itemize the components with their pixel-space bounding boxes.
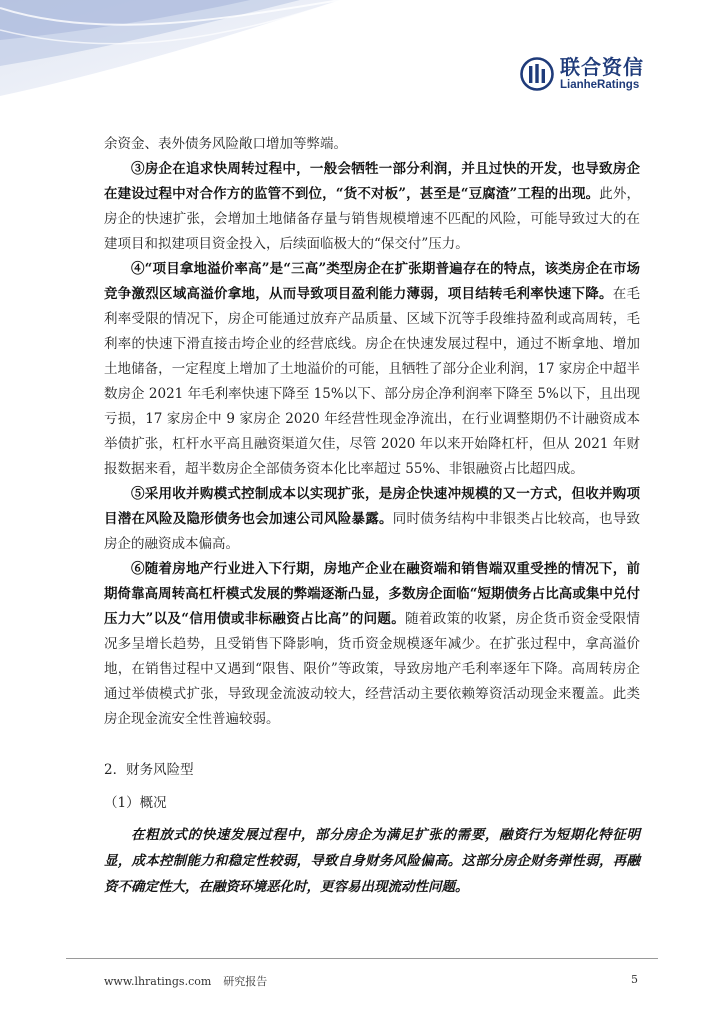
paragraph-lead: ⑤采用收并购模式控制成本以实现扩张，是房企快速冲规模的又一方式，但收并购项目潜在风险及隐形债务也会加速公司风险暴露。 xyxy=(104,486,640,527)
paragraph-continued: 余资金、表外债务风险敞口增加等弊端。 xyxy=(104,136,347,152)
paragraph-text: 在毛利率受限的情况下，房企可能通过放弃产品质量、区域下沉等手段维持盈利或高周转，毛利率的快速下滑直接击垮企业的经营底线。房企在快速发展过程中，通过不断拿地、增加土地储备，一定程度上增加了土地溢价的可能，且牺牲了部分企业利润，17 家房企中超半数房企 2021 年毛利率快速下降至 15%以下、部分房企净利润率下降至 5%以下，且出现亏损，17 家房企中 9 家房企 2020 年经营性现金净流出，在行业调整期仍不计融资成本举债扩张，杠杆水平高且融资渠道欠佳，尽管 2020 年以来开始降杠杆，但从 2021 年财报数据来看，超半数房企全部债务资本化比率超过 55%、非银融资占比超四成。 xyxy=(104,286,640,477)
paragraph-acquisition xyxy=(104,482,640,557)
paragraph-lead: ④“项目拿地溢价率高”是“三高”类型房企在扩张期普遍存在的特点，该类房企在市场竞争激烈区域高溢价拿地，从而导致项目盈利能力薄弱，项目结转毛利率快速下降。 xyxy=(104,261,640,302)
section-summary: 在粗放式的快速发展过程中，部分房企为满足扩张的需要，融资行为短期化特征明显，成本控制能力和稳定性较弱，导致自身财务风险偏高。这部分房企财务弹性弱，再融资不确定性大，在融资环境恶化时，更容易出现流动性问题。 xyxy=(104,827,640,895)
paragraph-lead: ⑥随着房地产行业进入下行期，房地产企业在融资端和销售端双重受挫的情况下，前期倚靠高周转高杠杆模式发展的弊端逐渐凸显，多数房企面临“短期债务占比高或集中兑付压力大”以及“信用债或非标融资占比高”的问题。 xyxy=(104,561,640,627)
footer-divider xyxy=(66,958,658,959)
paragraph-lead: ③房企在追求快周转过程中，一般会牺牲一部分利润，并且过快的开发，也导致房企在建设过程中对合作方的监管不到位，“货不对板”，甚至是“豆腐渣”工程的出现。 xyxy=(104,161,640,202)
header-decoration xyxy=(0,0,340,110)
paragraph-land-premium xyxy=(104,257,640,482)
report-body xyxy=(104,132,640,900)
paragraph-fast-turnover xyxy=(104,157,640,257)
paragraph-text: 同时债务结构中非银类占比较高，也导致房企的融资成本偏高。 xyxy=(104,511,640,552)
footer-website[interactable]: www.lhratings.com xyxy=(104,975,212,988)
section-title: 2．财务风险型 xyxy=(104,762,194,778)
paragraph-downturn xyxy=(104,557,640,732)
sub-section-title: （1）概况 xyxy=(104,795,167,811)
paragraph-text: 此外，房企的快速扩张，会增加土地储备存量与销售规模增速不匹配的风险，可能导致过大的在建项目和拟建项目资金投入，后续面临极大的“保交付”压力。 xyxy=(104,186,641,252)
brand-logo xyxy=(520,52,644,96)
lh-logo-icon xyxy=(520,57,554,91)
paragraph-text: 随着政策的收紧，房企货币资金受限情况多呈增长趋势，且受销售下降影响，货币资金规模逐年减少。在扩张过程中，拿高溢价地，在销售过程中又遇到“限售、限价”等政策，导致房地产毛利率逐年下降。高周转房企通过举债模式扩张，导致现金流波动较大，经营活动主要依赖筹资活动现金来覆盖。此类房企现金流安全性普遍较弱。 xyxy=(104,611,641,727)
page-number: 5 xyxy=(631,973,638,986)
brand-name-en: LianheRatings xyxy=(560,78,640,91)
footer-report-type: 研究报告 xyxy=(223,975,268,988)
brand-name-cn: 联合资信 xyxy=(560,54,644,79)
page-footer xyxy=(104,973,638,989)
